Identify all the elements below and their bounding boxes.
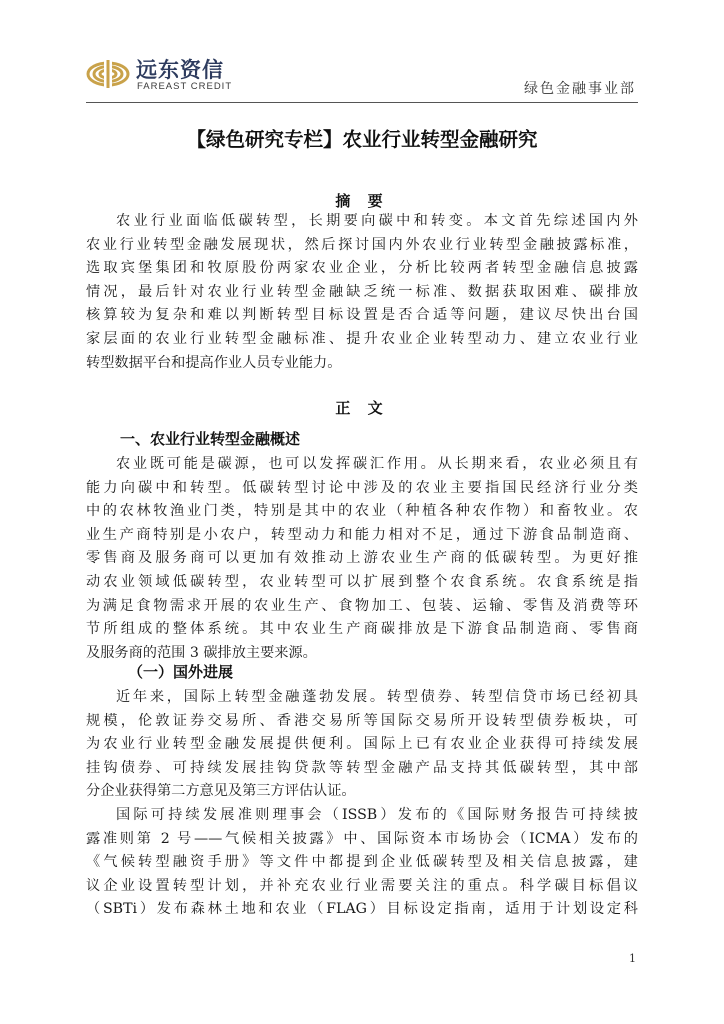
fareast-credit-emblem-icon	[86, 52, 130, 96]
text-line: 农业行业转型金融发展现状，然后探讨国内外农业行业转型金融披露标准，	[86, 236, 638, 253]
text-line: 家层面的农业行业转型金融标准、提升农业企业转型动力、建立农业行业	[86, 330, 638, 347]
header-divider	[86, 102, 638, 103]
text-line: 及服务商的范围 3 碳排放主要来源。	[86, 644, 317, 661]
text-line: 分企业获得第二方意见及第三方评估认证。	[86, 783, 356, 800]
abstract-heading: 摘 要	[335, 192, 389, 210]
text-line: 核算较为复杂和难以判断转型目标设置是否合适等问题，建议尽快出台国	[86, 307, 638, 324]
text-line: 挂钩债券、可持续发展挂钩贷款等转型金融产品支持其低碳转型，其中部	[86, 759, 638, 776]
text-line: 为满足食物需求开展的农业生产、食物加工、包装、运输、零售及消费等环	[86, 597, 638, 614]
abstract-paragraph	[86, 210, 638, 375]
text-line: 业生产商特别是小农户，转型动力和能力相对不足，通过下游食品制造商、	[86, 526, 638, 543]
text-line: 露准则第 2 号——气候相关披露》中、国际资本市场协会（ICMA）发布的	[86, 830, 638, 847]
text-line: 转型数据平台和提高作业人员专业能力。	[86, 354, 342, 371]
fareast-credit-logo	[86, 52, 236, 96]
page-number: 1	[629, 952, 636, 965]
page-header	[0, 0, 724, 106]
text-line: 选取宾堡集团和牧原股份两家农业企业，分析比较两者转型金融信息披露	[86, 260, 638, 277]
text-line: 农业行业面临低碳转型，长期要向碳中和转变。本文首先综述国内外	[116, 213, 638, 229]
section-1-paragraph-1	[86, 453, 638, 665]
body-heading: 正 文	[335, 399, 389, 417]
text-line: 近年来，国际上转型金融蓬勃发展。转型债券、转型信贷市场已经初具	[116, 689, 638, 705]
section-1-title: 一、农业行业转型金融概述	[120, 430, 301, 448]
text-line: 国际可持续发展准则理事会（ISSB）发布的《国际财务报告可持续披	[116, 807, 638, 823]
subsection-1-title: （一）国外进展	[128, 663, 234, 681]
text-line: 中的农林牧渔业门类，特别是其中的农业（种植各种农作物）和畜牧业。农	[86, 503, 638, 520]
text-line: 情况，最后针对农业行业转型金融缺乏统一标准、数据获取困难、碳排放	[86, 283, 638, 300]
text-line: 《气候转型融资手册》等文件中都提到企业低碳转型及相关信息披露，建	[86, 854, 638, 871]
logo-english-name: FAREAST CREDIT	[137, 81, 233, 92]
text-line: 节所组成的整体系统。其中农业生产商碳排放是下游食品制造商、零售商	[86, 621, 638, 638]
text-line: 议企业设置转型计划，并补充农业行业需要关注的重点。科学碳目标倡议	[86, 877, 638, 894]
text-line: 能力向碳中和转型。低碳转型讨论中涉及的农业主要指国民经济行业分类	[86, 479, 638, 496]
text-line: 农业既可能是碳源，也可以发挥碳汇作用。从长期来看，农业必须且有	[116, 456, 638, 472]
subsection-1-paragraph-2	[86, 804, 638, 922]
logo-chinese-name: 远东资信	[136, 58, 224, 82]
department-label: 绿色金融事业部	[524, 81, 636, 97]
text-line: 规模，伦敦证券交易所、香港交易所等国际交易所开设转型债券板块，可	[86, 712, 638, 729]
text-line: 动农业领域低碳转型，农业转型可以扩展到整个农食系统。农食系统是指	[86, 573, 638, 590]
subsection-1-paragraph-1	[86, 686, 638, 804]
text-line: （SBTi）发布森林土地和农业（FLAG）目标设定指南，适用于计划设定科	[86, 901, 638, 918]
text-line: 为农业行业转型金融发展提供便利。国际上已有农业企业获得可持续发展	[86, 736, 638, 753]
document-title: 【绿色研究专栏】农业行业转型金融研究	[186, 128, 538, 151]
text-line: 零售商及服务商可以更加有效推动上游农业生产商的低碳转型。为更好推	[86, 550, 638, 567]
